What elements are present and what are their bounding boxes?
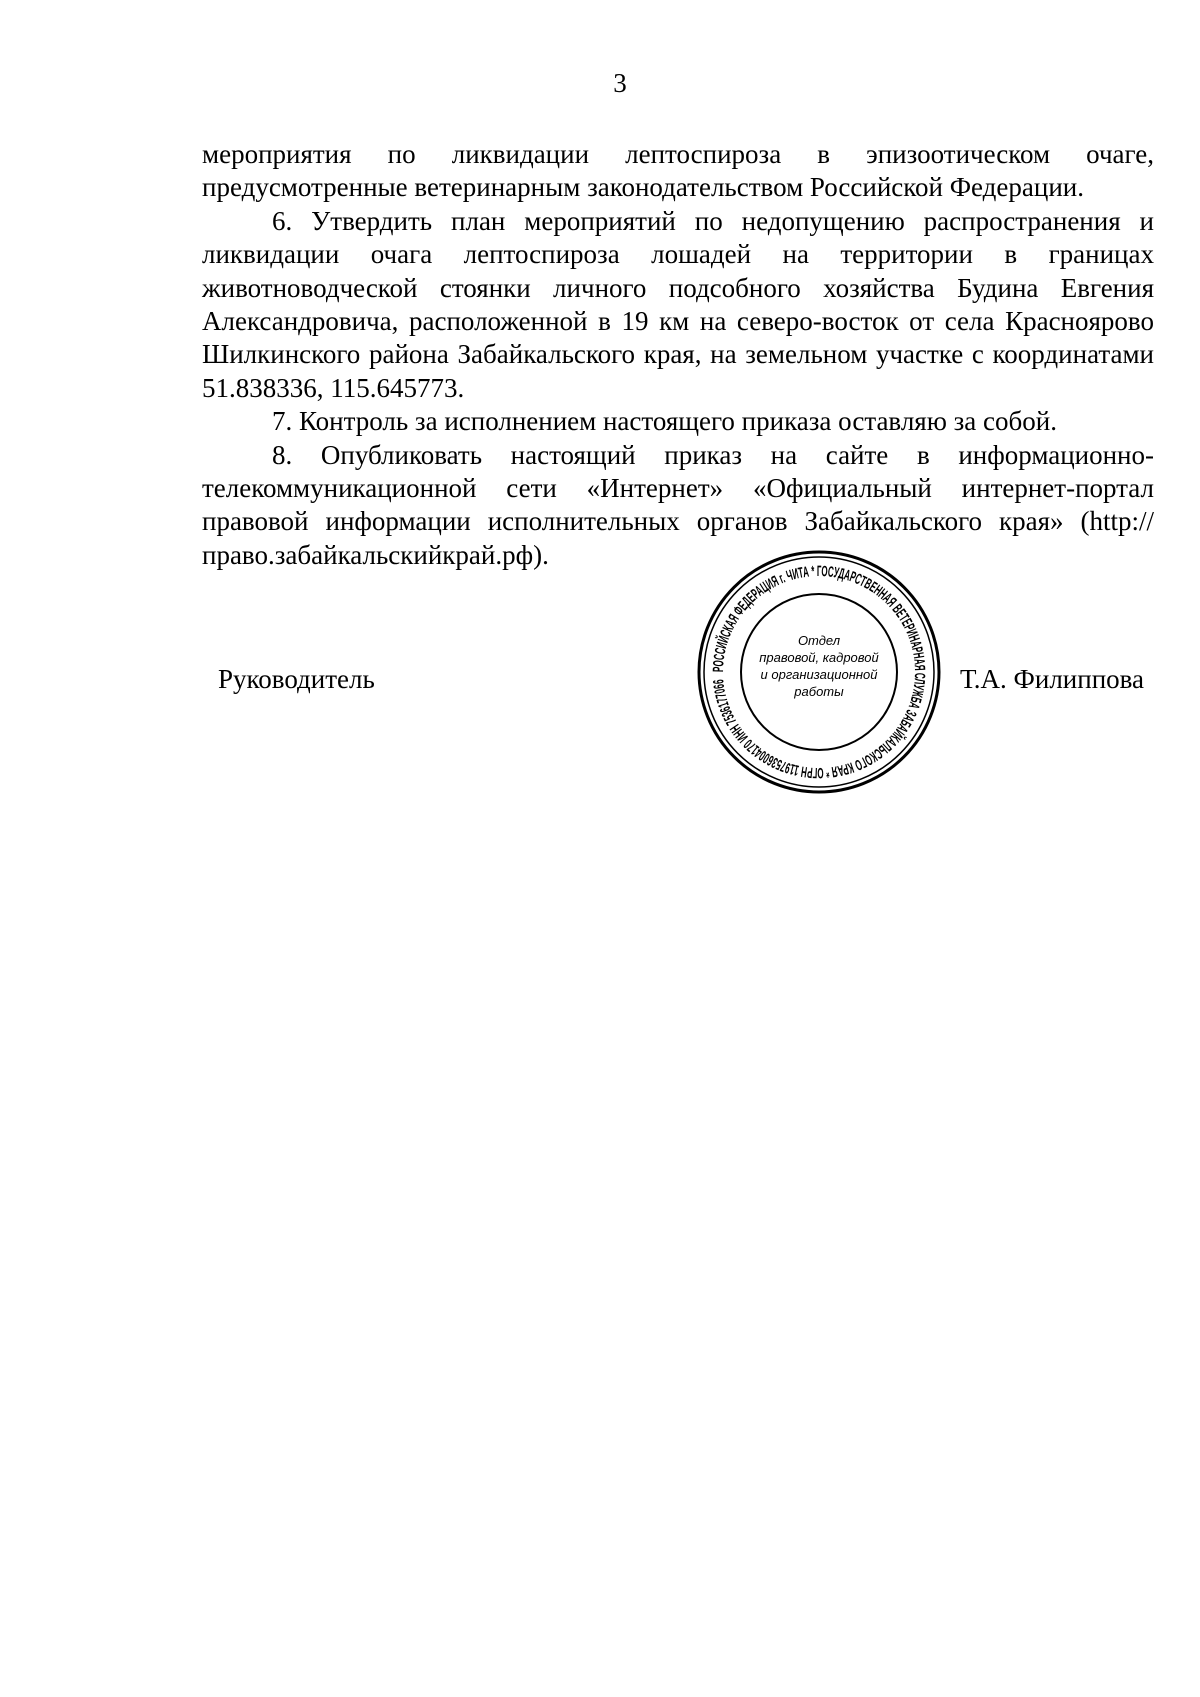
stamp-line: Отдел	[797, 633, 841, 648]
official-stamp	[694, 547, 944, 797]
page-number: 3	[613, 68, 627, 98]
stamp-inner-text	[744, 632, 894, 700]
paragraph-6: 6. Утвердить план мероприятий по недопущению распространения и ликвидации очага лептоспироза лошадей на территории в границах животноводческой стоянки личного подсобного хозяйства Будина Евгения Александровича, расположенной в 19 км на северо-восток от села Краснoярово Шилкинского района Забайкальского края, на земельном участке с координатами 51.838336, 115.645773.	[202, 205, 1154, 403]
document-body	[202, 138, 1154, 572]
paragraph-8: 8. Опубликовать настоящий приказ на сайте в информационно-телекоммуникационной сети «Интернет» «Официальный интернет-портал правовой информации исполнительных органов Забайкальского края» (http://право.забайкальскийкрай.рф).	[202, 439, 1154, 570]
stamp-ring-text: РОССИЙСКАЯ ФЕДЕРАЦИЯ г. ЧИТА * ГОСУДАРСТВЕННАЯ ВЕТЕРИНАРНАЯ СЛУЖБА ЗАБАЙКАЛЬСКОГО КРАЯ * ОГРН 1197536004170 ИНН 7536177066	[709, 562, 929, 782]
paragraph-continuation: мероприятия по ликвидации лептоспироза в эпизоотическом очаге, предусмотренные ветеринарным законодательством Российской Федерации.	[202, 139, 1154, 203]
paragraph-7: 7. Контроль за исполнением настоящего приказа оставляю за собой.	[272, 406, 1057, 437]
stamp-line: правовой, кадровой	[759, 650, 879, 665]
signer-title: Руководитель	[218, 664, 375, 694]
stamp-line: работы	[794, 684, 844, 699]
signer-name: Т.А. Филиппова	[960, 664, 1145, 694]
stamp-line: и организационной	[760, 667, 878, 682]
